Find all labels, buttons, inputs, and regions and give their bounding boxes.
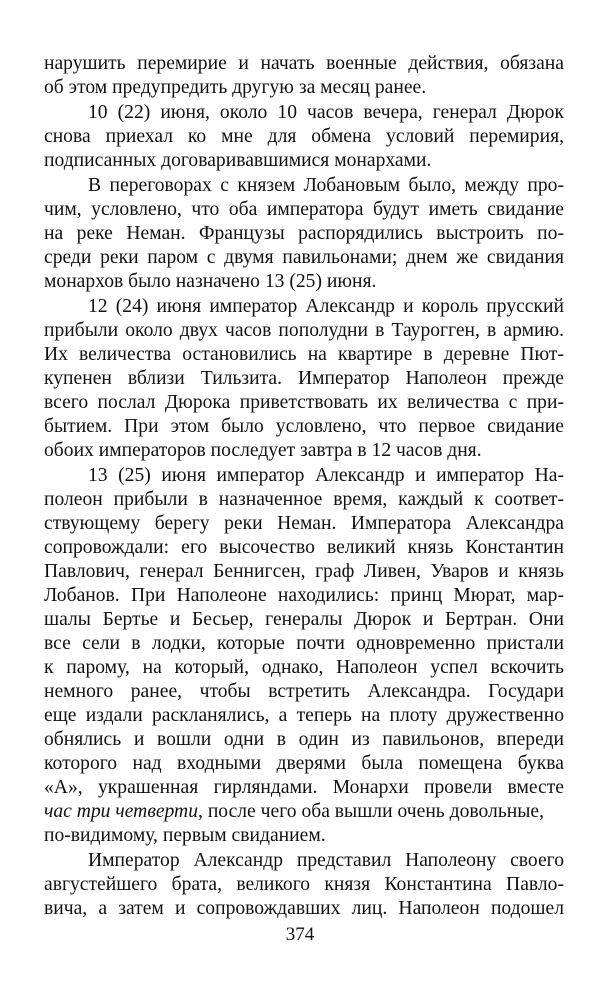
text-line: немного ранее, чтобы встретить Александра. Государи: [44, 681, 564, 702]
text-line: монархов было назначено 13 (25) июня.: [44, 271, 377, 292]
text-line: сопровождали: его высочество великий князь Константин: [44, 537, 564, 558]
text-line: августейшего брата, великого князя Константина Павло-: [44, 874, 564, 895]
italic-phrase: час три четверти: [44, 801, 199, 822]
text-line: бытием. При этом было условлено, что первое свидание: [44, 416, 564, 437]
text-line: вича, а затем и сопровождавших лиц. Наполеон подошел: [44, 898, 564, 919]
text-line: полеон прибыли в назначенное время, каждый к соответ-: [44, 489, 564, 510]
text-line: которого над входными дверями была помещена буква: [44, 753, 564, 774]
text-line: прибыли около двух часов пополудни в Таурогген, в армию.: [44, 320, 564, 341]
text-line: 12 (24) июня император Александр и король прусский: [88, 296, 564, 317]
text-line: 13 (25) июня император Александр и император На-: [88, 465, 564, 486]
text-line: обнялись и вошли одни в один из павильонов, впереди: [44, 729, 564, 750]
text-line: среди реки паром с двумя павильонами; днем же свидания: [44, 247, 564, 268]
text-line: 10 (22) июня, около 10 часов вечера, генерал Дюрок: [88, 102, 564, 123]
text-line: подписанных договаривавшимися монархами.: [44, 150, 432, 171]
text-line: все сели в лодки, которые почти одновременно пристали: [44, 633, 564, 654]
text-line: к парому, на который, однако, Наполеон успел вскочить: [44, 657, 564, 678]
text-line: всего послал Дюрока приветствовать их величества с при-: [44, 392, 564, 413]
text-line: ствующему берегу реки Неман. Императора Александра: [44, 513, 564, 534]
text-line: нарушить перемирие и начать военные действия, обязана: [44, 53, 564, 74]
text-line: «А», украшенная гирляндами. Монархи провели вместе: [44, 777, 564, 798]
text-line: чим, условлено, что оба императора будут иметь свидание: [44, 199, 564, 220]
text-line: Павлович, генерал Беннигсен, граф Ливен, Уваров и князь: [44, 561, 564, 582]
text-line: Их величества остановились на квартире в деревне Пют-: [44, 344, 564, 365]
text-line: обоих императоров последует завтра в 12 часов дня.: [44, 440, 482, 461]
text-line: об этом предупредить другую за месяц ранее.: [44, 77, 427, 98]
text-line: Лобанов. При Наполеоне находились: принц Мюрат, мар-: [44, 585, 564, 606]
text-line: Император Александр представил Наполеону своего: [88, 850, 564, 871]
text-line: на реке Неман. Французы распорядились выстроить по-: [44, 223, 564, 244]
text-line: шалы Бертье и Бесьер, генералы Дюрок и Бертран. Они: [44, 609, 564, 630]
text-line: [44, 800, 564, 824]
text-line: еще издали раскланялись, а теперь на плоту дружественно: [44, 705, 564, 726]
text-line: снова приехал ко мне для обмена условий перемирия,: [44, 126, 564, 147]
page-number: 374: [285, 924, 315, 945]
text-fragment: , после чего оба вышли очень довольные,: [198, 801, 545, 822]
text-line: В переговорах с князем Лобановым было, между про-: [88, 175, 564, 196]
text-line: по-видимому, первым свиданием.: [44, 825, 326, 846]
text-line: купенен вблизи Тильзита. Император Наполеон прежде: [44, 368, 564, 389]
